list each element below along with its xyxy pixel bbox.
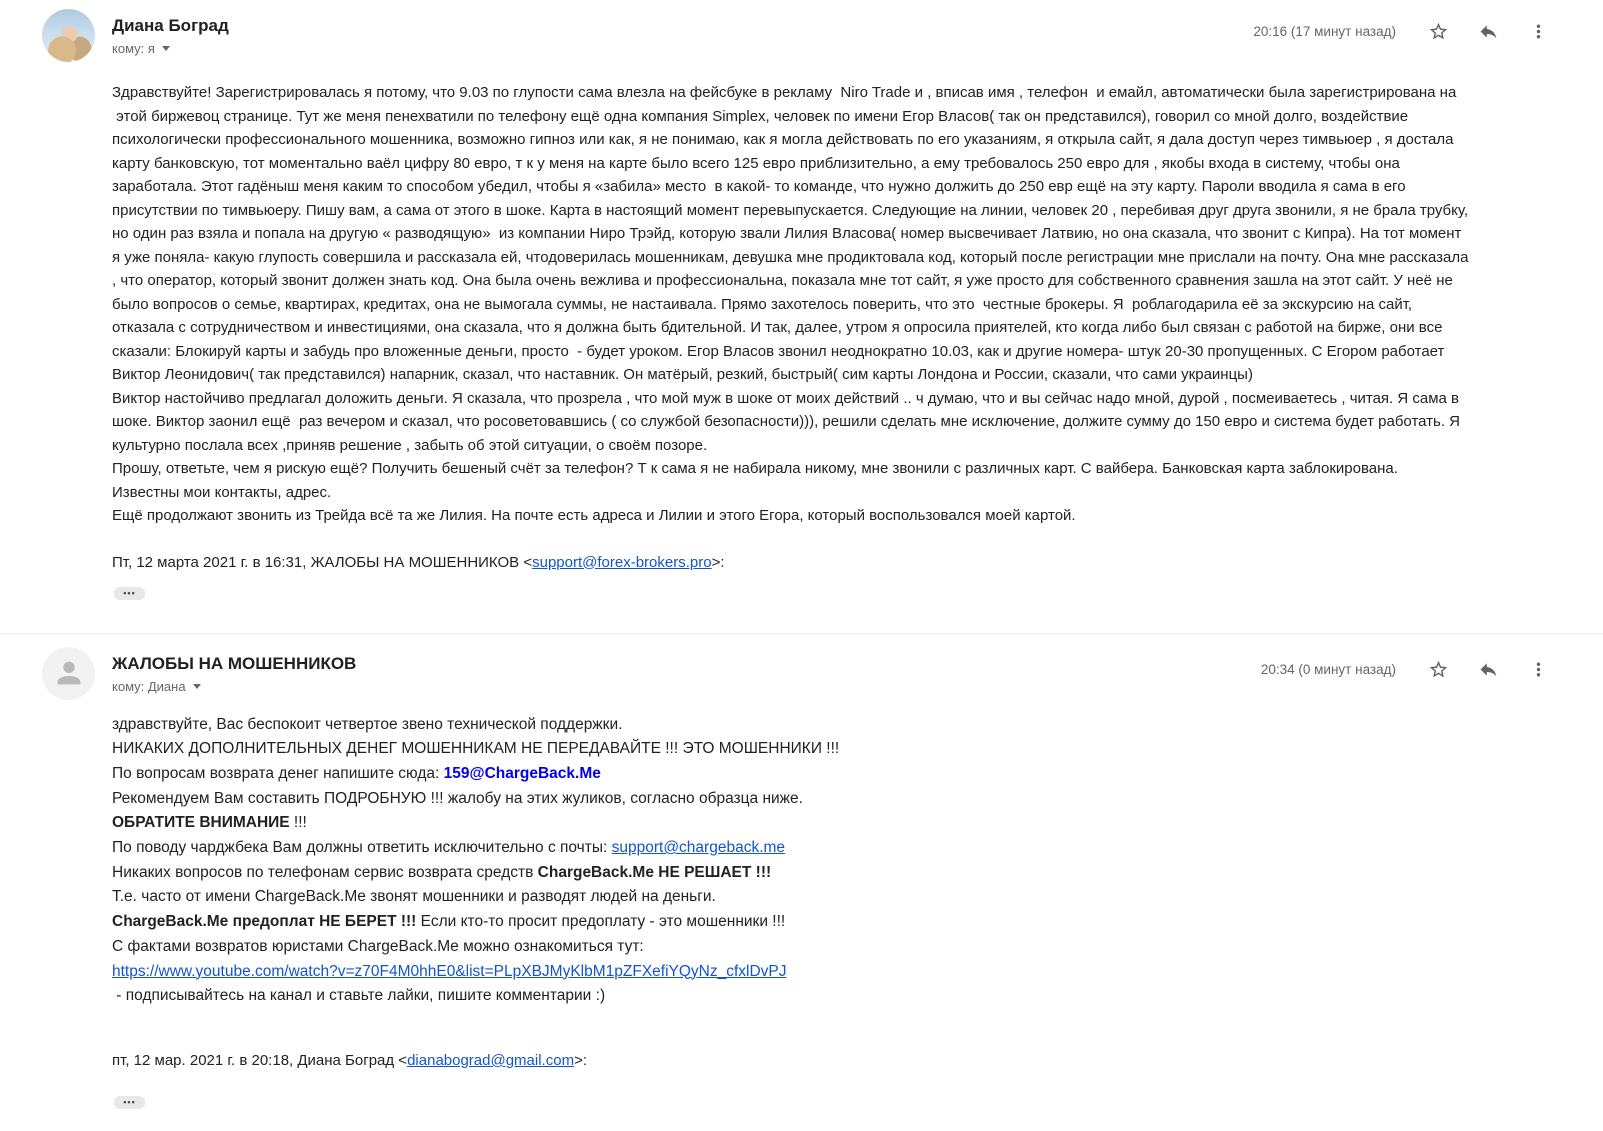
- body-line: сказали: Блокируй карты и забудь про вложенные деньги, просто - будет уроком. Егор Власов звонил неоднократно 10.03, как и другие номера- штук 20-30 пропущенных. С Егором работает: [112, 342, 1445, 360]
- body-line: Т.е. часто от имени ChargeBack.Me звонят мошенники и разводят людей на деньги.: [112, 888, 716, 906]
- timestamp: 20:34 (0 минут назад): [1260, 661, 1396, 677]
- body-text: По поводу чарджбека Вам должны ответить исключительно с почты:: [112, 839, 612, 857]
- body-text: Никаких вопросов по телефонам сервис возврата средств: [112, 863, 538, 881]
- body-line: но один раз взяла и попала на другую « разводящую» из компании Ниро Трэйд, которую звали Лилия Власова( номер высвечивает Латвию, но она сказала, что звонит с Кипра). На тот момент: [112, 225, 1462, 242]
- star-icon[interactable]: [1428, 21, 1449, 42]
- body-line: Известны мои контакты, адрес.: [112, 483, 332, 501]
- quoted-sender-email-link[interactable]: support@forex-brokers.pro: [532, 553, 712, 571]
- chargeback-email-link[interactable]: 159@ChargeBack.Me: [443, 764, 601, 782]
- body-text: !!!: [289, 814, 307, 832]
- body-line: Рекомендуем Вам составить ПОДРОБНУЮ !!! жалобу на этих жуликов, согласно образца ниже.: [112, 789, 803, 807]
- body-text: Если кто-то просит предоплату - это мошенники !!!: [416, 913, 786, 931]
- quoted-sender-email-link[interactable]: dianabograd@gmail.com: [407, 1051, 575, 1069]
- body-line: Прошу, ответьте, чем я рискую ещё? Получить бешеный счёт за телефон? Т к сама я не набирала никому, мне звонили с различных карт. С вайбера. Банковская карта заблокирована.: [112, 460, 1398, 477]
- youtube-link[interactable]: https://www.youtube.com/watch?v=z70F4M0hhE0&list=PLpXBJMyKlbM1pZFXefiYQyNz_cfxlDvPJ: [112, 962, 787, 980]
- more-vert-icon[interactable]: [1528, 21, 1549, 42]
- attention-bold-text: ОБРАТИТЕ ВНИМАНИЕ: [112, 814, 290, 832]
- body-line: Виктор Леонидович( так представился) напарник, сказал, что наставник. Он матёрый, резкий, быстрый( сим карты Лондона и России, сказали, что сами украинцы): [112, 366, 1253, 383]
- show-trimmed-content-button[interactable]: •••: [114, 587, 145, 600]
- quote-attr-suffix: >:: [711, 553, 725, 571]
- body-line: отказала с сотрудничеством и инвестициями, она сказала, что я должна быть бдительной. И так, далее, утром я опросила приятелей, кто когда либо был связан с работой на бирже, они все: [112, 319, 1443, 336]
- more-vert-icon[interactable]: [1528, 659, 1549, 680]
- message-actions: [1253, 21, 1549, 42]
- body-line: НИКАКИХ ДОПОЛНИТЕЛЬНЫХ ДЕНЕГ МОШЕННИКАМ НЕ ПЕРЕДАВАЙТЕ !!! ЭТО МОШЕННИКИ !!!: [112, 740, 840, 758]
- star-icon[interactable]: [1428, 659, 1449, 680]
- body-bold-text: ChargeBack.Me НЕ РЕШАЕТ !!!: [537, 863, 772, 881]
- quote-attr-text: пт, 12 мар. 2021 г. в 20:18, Диана Боград <: [112, 1051, 408, 1069]
- body-line: этой биржевоц странице. Тут же меня пенехватили по телефону ещё одна компания Simplex, человек по имени Егор Власов( так он представился), говорил со мной долго, воздействие: [112, 107, 1409, 125]
- body-line: я уже поняла- какую глупость совершила и рассказала ей, чтодоверилась мошенникам, девушка мне продиктовала код, который после регистрации мне прислали на почту. Она мне рассказала: [112, 248, 1469, 266]
- quoted-message-attribution: [112, 1049, 1603, 1072]
- body-line: психологически профессионального мошенника, возможно гипноз или как, я не понимаю, как я могла действовать по его указаниям, я открыла сайт, я дала доступ через тимвьюер , я достала: [112, 131, 1454, 148]
- body-line: [112, 861, 1572, 886]
- email-message-2: [0, 633, 1603, 1110]
- sender-avatar[interactable]: [42, 647, 95, 700]
- body-line: карту банковскую, тот моментально ваёл цифру 80 евро, т к у меня на карте было всего 125 евро приблизительно, а ему требовалось 250 евро для , якобы входа в систему, чтобы она: [112, 154, 1400, 172]
- message-body: [112, 713, 1572, 1009]
- body-line: [112, 811, 1572, 836]
- sender-name: Диана Боград: [112, 16, 229, 35]
- reply-icon[interactable]: [1478, 21, 1499, 42]
- body-line: , что оператор, который звонит должен знать код. Она была очень вежлива и профессиональна, показала мне тот сайт, я уже просто для собственного сравнения зашла на этот сайт. У неё не: [112, 272, 1453, 289]
- sender-block: [112, 647, 356, 694]
- body-line: заработала. Этот гадёныш меня каким то способом убедил, чтобы я «забила» место в какой- то команде, что нужно должить до 250 евр ещё на эту карту. Пароли вводила я сама в его: [112, 178, 1406, 195]
- quote-attr-suffix: >:: [574, 1051, 588, 1069]
- message-body: [112, 81, 1572, 528]
- body-line: - подписывайтесь на канал и ставьте лайки, пишите комментарии :): [112, 987, 606, 1005]
- body-line: [112, 762, 1572, 787]
- sender-block: [112, 9, 229, 56]
- chevron-down-icon: [162, 46, 170, 51]
- body-text: По вопросам возврата денег напишите сюда:: [112, 764, 444, 782]
- sender-avatar[interactable]: [42, 9, 95, 62]
- reply-icon[interactable]: [1478, 659, 1499, 680]
- body-line: шоке. Виктор заонил ещё раз вечером и сказал, что росоветовавшись ( со службой безопасности))), решили сделать мне исключение, должите сумму до 150 евро и система будет работать. Я: [112, 413, 1461, 430]
- support-email-link[interactable]: support@chargeback.me: [611, 839, 786, 857]
- quote-attr-text: Пт, 12 марта 2021 г. в 16:31, ЖАЛОБЫ НА МОШЕННИКОВ <: [112, 553, 533, 571]
- body-line: [112, 836, 1572, 861]
- body-line: здравствуйте, Вас беспокоит четвертое звено технической поддержки.: [112, 715, 623, 733]
- body-bold-text: ChargeBack.Me предоплат НЕ БЕРЕТ !!!: [112, 913, 417, 931]
- recipient-dropdown[interactable]: [112, 679, 356, 694]
- recipient-dropdown[interactable]: [112, 41, 229, 56]
- chevron-down-icon: [193, 684, 201, 689]
- body-line: С фактами возвратов юристами ChargeBack.Me можно ознакомиться тут:: [112, 937, 644, 955]
- quoted-message-attribution: [112, 551, 1603, 574]
- recipient-label: кому: я: [112, 41, 155, 56]
- body-line: Здравствуйте! Зарегистрировалась я потому, что 9.03 по глупости сама влезла на фейсбуке в рекламу Niro Trade и , вписав имя , телефон и емайл, автоматически была зарегистрирована на: [112, 84, 1457, 101]
- body-line: [112, 910, 1572, 935]
- recipient-label: кому: Диана: [112, 678, 186, 694]
- body-line: Виктор настойчиво предлагал доложить деньги. Я сказала, что прозрела , что мой муж в шоке от моих действий .. ч думаю, что и вы сейчас надо мной, дурой , посмеиваетесь , читая. Я сама в: [112, 389, 1460, 407]
- body-line: культурно послала всех ,приняв решение , забыть об этой ситуации, о своём позоре.: [112, 436, 708, 454]
- body-line: [112, 960, 1572, 985]
- person-icon: [52, 656, 86, 690]
- show-trimmed-content-button[interactable]: •••: [114, 1096, 145, 1109]
- sender-name: ЖАЛОБЫ НА МОШЕННИКОВ: [112, 653, 357, 673]
- message-actions: [1261, 659, 1549, 680]
- timestamp: 20:16 (17 минут назад): [1253, 24, 1396, 39]
- body-line: присутствии по тимвьюеру. Пишу вам, а сама от этого в шоке. Карта в настоящий момент перевыпускается. Следующие на линии, человек 20 , перебивая друг друга звонили, я не брала трубку,: [112, 201, 1469, 219]
- body-line: Ещё продолжают звонить из Трейда всё та же Лилия. На почте есть адреса и Лилии и этого Егора, который воспользовался моей картой.: [112, 507, 1076, 524]
- body-line: было вопросов о семье, квартирах, кредитах, она не вымогала суммы, не настаивала. Прямо захотелось поверить, что это честные брокеры. Я роблагодарила её за экскурсию на сайт,: [112, 295, 1413, 313]
